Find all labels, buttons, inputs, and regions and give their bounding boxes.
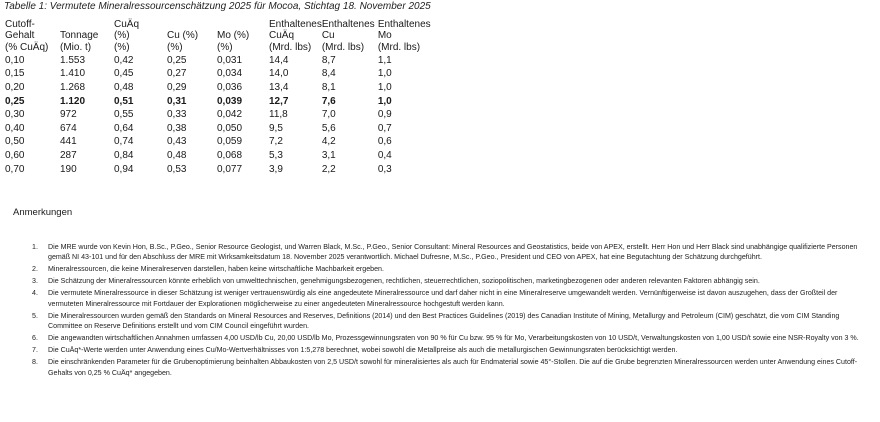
table-cell: 1,0 — [377, 68, 392, 80]
table-cell: 0,50 — [5, 136, 25, 148]
note-text: Die angewandten wirtschaftlichen Annahmen umfassen 4,00 USD/lb Cu, 20,00 USD/lb Mo, Prozessgewinnungsraten von 90 % für Cu bzw. 95 % für Mo, Verarbeitungskosten von 10 USD/t, Verwaltungskosten von 1,00 USD/t sowie eine NSR-Royalty von 3 %. — [48, 334, 859, 343]
note-item — [32, 288, 874, 309]
table-cell: 674 — [60, 122, 77, 134]
table-cell: 0,84 — [114, 150, 134, 162]
table-cell: 0,94 — [114, 163, 134, 175]
header-mo: Mo (%) (%) — [217, 30, 250, 53]
table-cell: 14,4 — [269, 54, 289, 66]
table-cell: 1.553 — [60, 54, 86, 66]
table-cell: 0,64 — [114, 122, 134, 134]
note-number: 4. — [32, 289, 38, 298]
note-number: 7. — [32, 346, 38, 355]
table-row — [5, 95, 438, 109]
table-cell: 0,38 — [167, 122, 187, 134]
header-cutoff: Cutoff- Gehalt (% CuÄq) — [5, 19, 49, 53]
table-row — [5, 122, 438, 136]
table-cell: 0,050 — [217, 122, 243, 134]
notes-list — [32, 242, 874, 380]
table-cell: 0,45 — [114, 68, 134, 80]
note-item — [32, 357, 874, 378]
table-cell: 0,034 — [217, 68, 243, 80]
note-item — [32, 242, 874, 263]
table-row — [5, 149, 438, 163]
table-cell: 3,9 — [269, 163, 283, 175]
note-text: Mineralressourcen, die keine Mineralreserven darstellen, haben keine wirtschaftliche Machbarkeit ergeben. — [48, 265, 384, 274]
table-cell: 0,31 — [167, 95, 187, 107]
table-cell: 0,3 — [377, 163, 392, 175]
table-cell: 0,15 — [5, 68, 25, 80]
table-cell: 0,068 — [217, 150, 243, 162]
note-item — [32, 311, 874, 332]
table-cell: 287 — [60, 150, 77, 162]
table-cell: 5,3 — [269, 150, 283, 162]
table-cell: 0,4 — [377, 150, 392, 162]
table-row — [5, 135, 438, 149]
note-number: 8. — [32, 358, 38, 367]
table-cell: 0,33 — [167, 109, 187, 121]
table-cell: 7,2 — [269, 136, 283, 148]
table-cell: 0,74 — [114, 136, 134, 148]
table-cell: 8,7 — [321, 54, 336, 66]
header-contained-cueq: Enthaltenes CuÄq (Mrd. lbs) — [269, 19, 322, 53]
table-cell: 8,1 — [321, 82, 336, 94]
table-cell: 3,1 — [321, 150, 336, 162]
note-text: Die einschränkenden Parameter für die Grubenoptimierung beinhalten Abbaukosten von 2,5 USD/t sowohl für mineralisiertes als auch für Endmaterial sowie 45°-Stollen. Die auf die Grube begrenzten Mineralressourcen werden unter Anwendung eines Cutoff-Gehalts von 0,25 % CuÄq* angegeben. — [48, 358, 858, 377]
table-cell: 0,036 — [217, 82, 243, 94]
table-header-row — [5, 19, 438, 54]
table-cell: 0,9 — [377, 109, 392, 121]
table-cell: 13,4 — [269, 82, 289, 94]
table-cell: 0,70 — [5, 163, 25, 175]
table-row — [5, 67, 438, 81]
table-row — [5, 108, 438, 122]
table-cell: 12,7 — [269, 95, 289, 107]
note-item — [32, 264, 874, 274]
table-cell: 0,7 — [377, 122, 392, 134]
note-number: 2. — [32, 265, 38, 274]
note-number: 5. — [32, 311, 38, 320]
table-cell: 14,0 — [269, 68, 289, 80]
table-cell: 0,48 — [167, 150, 187, 162]
table-body — [5, 54, 438, 176]
table-cell: 0,43 — [167, 136, 187, 148]
table-cell: 1.120 — [60, 95, 86, 107]
note-number: 1. — [32, 243, 38, 251]
table-cell: 7,0 — [321, 109, 336, 121]
table-cell: 0,20 — [5, 82, 25, 94]
note-text: Die Mineralressourcen wurden gemäß den Standards on Mineral Resources and Reserves, Definitions (2014) und den Best Practices Guidelines (2019) des Canadian Institute of Mining, Metallurgy and Petroleum (CIM) geschätzt, die vom CIM Standing Committee on Reserve Definitions erstellt und vom CIM Council eingeführt wurden. — [48, 311, 840, 331]
table-cell: 0,059 — [217, 136, 243, 148]
header-cueq: CuÄq (%) (%) — [114, 19, 140, 53]
table-cell: 0,60 — [5, 150, 25, 162]
note-text: Die vermutete Mineralressource in dieser Schätzung ist weniger vertrauenswürdig als eine angedeutete Mineralressource und darf daher nicht in eine Mineralreserve umgewandelt werden. Vernünftigerweise ist davon auszugehen, dass der Großteil der vermuteten Mineralressource mit Fortdauer der Explorationen möglicherweise zu einer angedeuteten Mineralressource hochgestuft werden kann. — [48, 289, 838, 308]
table-cell: 0,039 — [217, 95, 243, 107]
table-cell: 972 — [60, 109, 77, 121]
note-item — [32, 276, 874, 286]
table-cell: 0,42 — [114, 54, 134, 66]
table-cell: 190 — [60, 163, 77, 175]
note-number: 3. — [32, 277, 38, 286]
table-caption: Tabelle 1: Vermutete Mineralressourcenschätzung 2025 für Mocoa, Stichtag 18. November 2025 — [4, 1, 431, 12]
table-cell: 0,29 — [167, 82, 187, 94]
table-cell: 7,6 — [321, 95, 336, 107]
table-cell: 0,031 — [217, 54, 243, 66]
table-cell: 0,25 — [167, 54, 187, 66]
table-cell: 0,10 — [5, 54, 25, 66]
note-text: Die Schätzung der Mineralressourcen könnte erheblich von umwelttechnischen, genehmigungsbezogenen, rechtlichen, steuerrechtlichen, soziopolitischen, marketingbezogenen oder anderen relevanten Faktoren abhängig sein. — [48, 277, 760, 286]
table-cell: 0,25 — [5, 95, 25, 107]
table-cell: 2,2 — [321, 163, 336, 175]
table-row — [5, 163, 438, 177]
table-cell: 4,2 — [321, 136, 336, 148]
header-cu: Cu (%) (%) — [167, 30, 199, 53]
table-cell: 0,077 — [217, 163, 243, 175]
table-cell: 0,53 — [167, 163, 187, 175]
table-cell: 1.410 — [60, 68, 86, 80]
table-cell: 0,40 — [5, 122, 25, 134]
header-contained-mo: Enthaltenes Mo (Mrd. lbs) — [377, 19, 431, 53]
table-cell: 5,6 — [321, 122, 336, 134]
notes-title: Anmerkungen — [13, 207, 73, 218]
table-cell: 0,30 — [5, 109, 25, 121]
table-cell: 0,48 — [114, 82, 134, 94]
header-tonnage: Tonnage (Mio. t) — [60, 30, 99, 53]
note-number: 6. — [32, 334, 38, 343]
note-item — [32, 333, 874, 343]
table-cell: 441 — [60, 136, 77, 148]
table-cell: 8,4 — [321, 68, 336, 80]
note-text: Die CuÄq*-Werte werden unter Anwendung eines Cu/Mo-Wertverhältnisses von 1:5,278 berechnet, wobei sowohl die Metallpreise als auch die metallurgischen Gewinnungsraten berücksichtigt werden. — [48, 346, 678, 355]
table-cell: 1,0 — [377, 95, 392, 107]
note-item — [32, 345, 874, 355]
header-contained-cu: Enthaltenes Cu (Mrd. lbs) — [321, 19, 375, 53]
table-cell: 0,55 — [114, 109, 134, 121]
table-row — [5, 54, 438, 68]
table-cell: 0,042 — [217, 109, 243, 121]
table-cell: 0,6 — [377, 136, 392, 148]
table-cell: 9,5 — [269, 122, 283, 134]
table-cell: 1,0 — [377, 82, 392, 94]
table-row — [5, 81, 438, 95]
note-text: Die MRE wurde von Kevin Hon, B.Sc., P.Geo., Senior Resource Geologist, und Warren Black, M.Sc., P.Geo., Senior Consultant: Mineral Resources and Geostatistics, beide von APEX, erstellt. Herr Hon und Herr Black sind unabhängige qualifizierte Personen gemäß NI 43-101 und für den Abschluss der MRE mit Wirksamkeitsdatum 18. November 2025 verantwortlich. Michael Dufresne, M.Sc., P.Geo., President und CEO von APEX, hat eine Begutachtung der Schätzung durchgeführt. — [48, 243, 858, 262]
table-cell: 1,1 — [377, 54, 392, 66]
table-cell: 0,27 — [167, 68, 187, 80]
table-cell: 1.268 — [60, 82, 86, 94]
table-cell: 11,8 — [269, 109, 288, 121]
resource-table — [5, 19, 438, 176]
table-cell: 0,51 — [114, 95, 134, 107]
